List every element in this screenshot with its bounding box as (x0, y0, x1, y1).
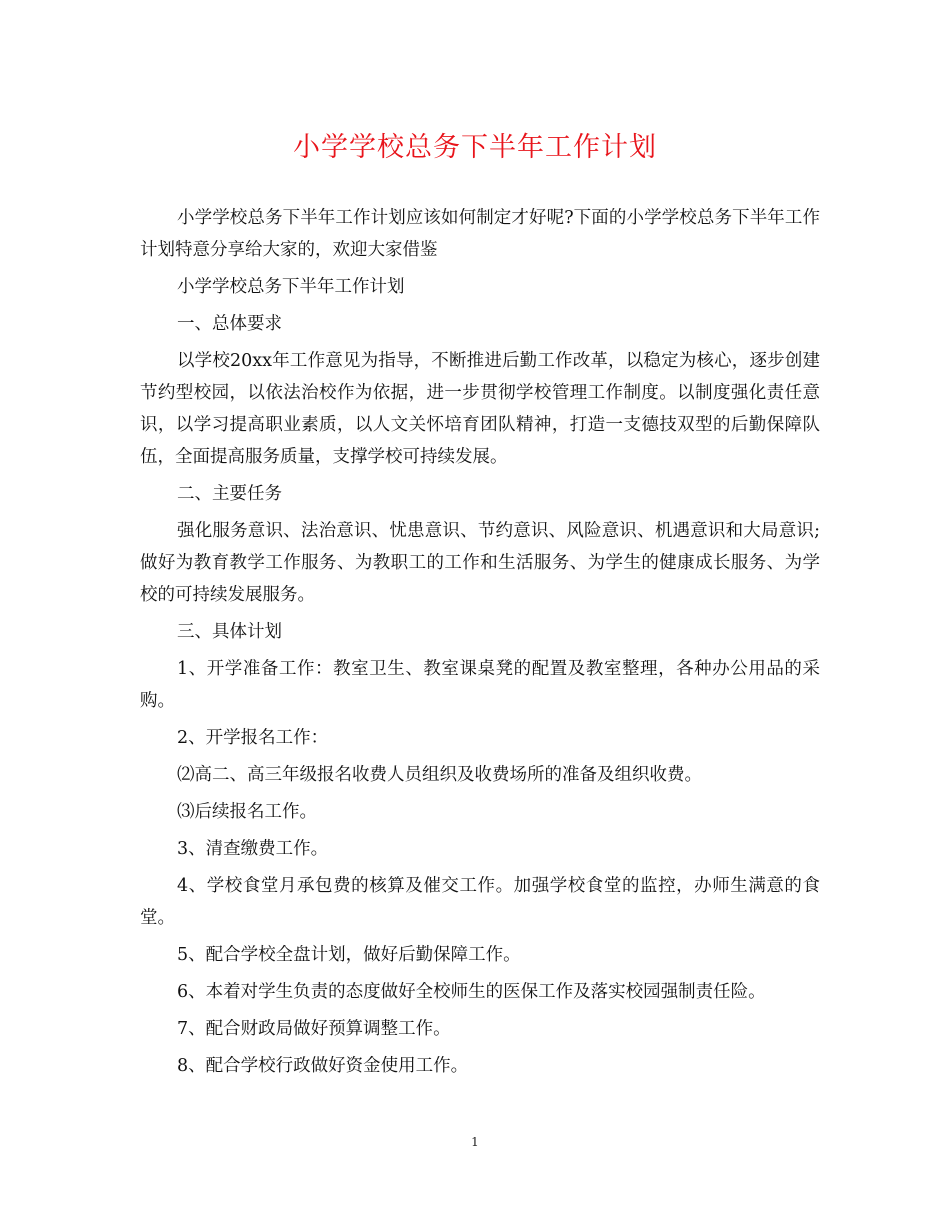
page-number: 1 (471, 1135, 479, 1149)
plan-item-7: 7、配合财政局做好预算调整工作。 (177, 1019, 451, 1039)
section-heading-specific-plan: 三、具体计划 (177, 622, 282, 642)
plan-item-4: 4、学校食堂月承包费的核算及催交工作。加强学校食堂的监控，办师生满意的食堂。 (140, 876, 820, 928)
plan-item-2: 2、开学报名工作： (177, 728, 329, 748)
general-requirements-paragraph: 以学校20xx年工作意见为指导，不断推进后勤工作改革，以稳定为核心，逐步创建节约型校园，以依法治校作为依据，进一步贯彻学校管理工作制度。以制度强化责任意识，以学习提高职业素质，以人文关怀培育团队精神，打造一支德技双型的后勤保障队伍，全面提高服务质量，支撑学校可持续发展。 (140, 351, 820, 467)
main-tasks-paragraph: 强化服务意识、法治意识、忧患意识、节约意识、风险意识、机遇意识和大局意识;做好为教育教学工作服务、为教职工的工作和生活服务、为学生的健康成长服务、为学校的可持续发展服务。 (140, 521, 820, 605)
document-body (140, 202, 820, 1087)
plan-subitem-2-2: ⑵高二、高三年级报名收费人员组织及收费场所的准备及组织收费。 (177, 765, 702, 785)
plan-item-6: 6、本着对学生负责的态度做好全校师生的医保工作及落实校园强制责任险。 (177, 982, 766, 1002)
plan-item-8: 8、配合学校行政做好资金使用工作。 (177, 1056, 469, 1076)
intro-paragraph: 小学学校总务下半年工作计划应该如何制定才好呢?下面的小学学校总务下半年工作计划特意分享给大家的，欢迎大家借鉴 (140, 208, 820, 260)
plan-subitem-2-3: ⑶后续报名工作。 (177, 802, 317, 822)
section-heading-main-tasks: 二、主要任务 (177, 484, 282, 504)
plan-item-3: 3、清查缴费工作。 (177, 839, 329, 859)
plan-item-1: 1、开学准备工作：教室卫生、教室课桌凳的配置及教室整理，各种办公用品的采购。 (140, 659, 820, 711)
section-heading-general-requirements: 一、总体要求 (177, 314, 282, 334)
plan-item-5: 5、配合学校全盘计划，做好后勤保障工作。 (177, 945, 521, 965)
document-title: 小学学校总务下半年工作计划 (293, 132, 657, 163)
subtitle-paragraph: 小学学校总务下半年工作计划 (177, 277, 405, 297)
